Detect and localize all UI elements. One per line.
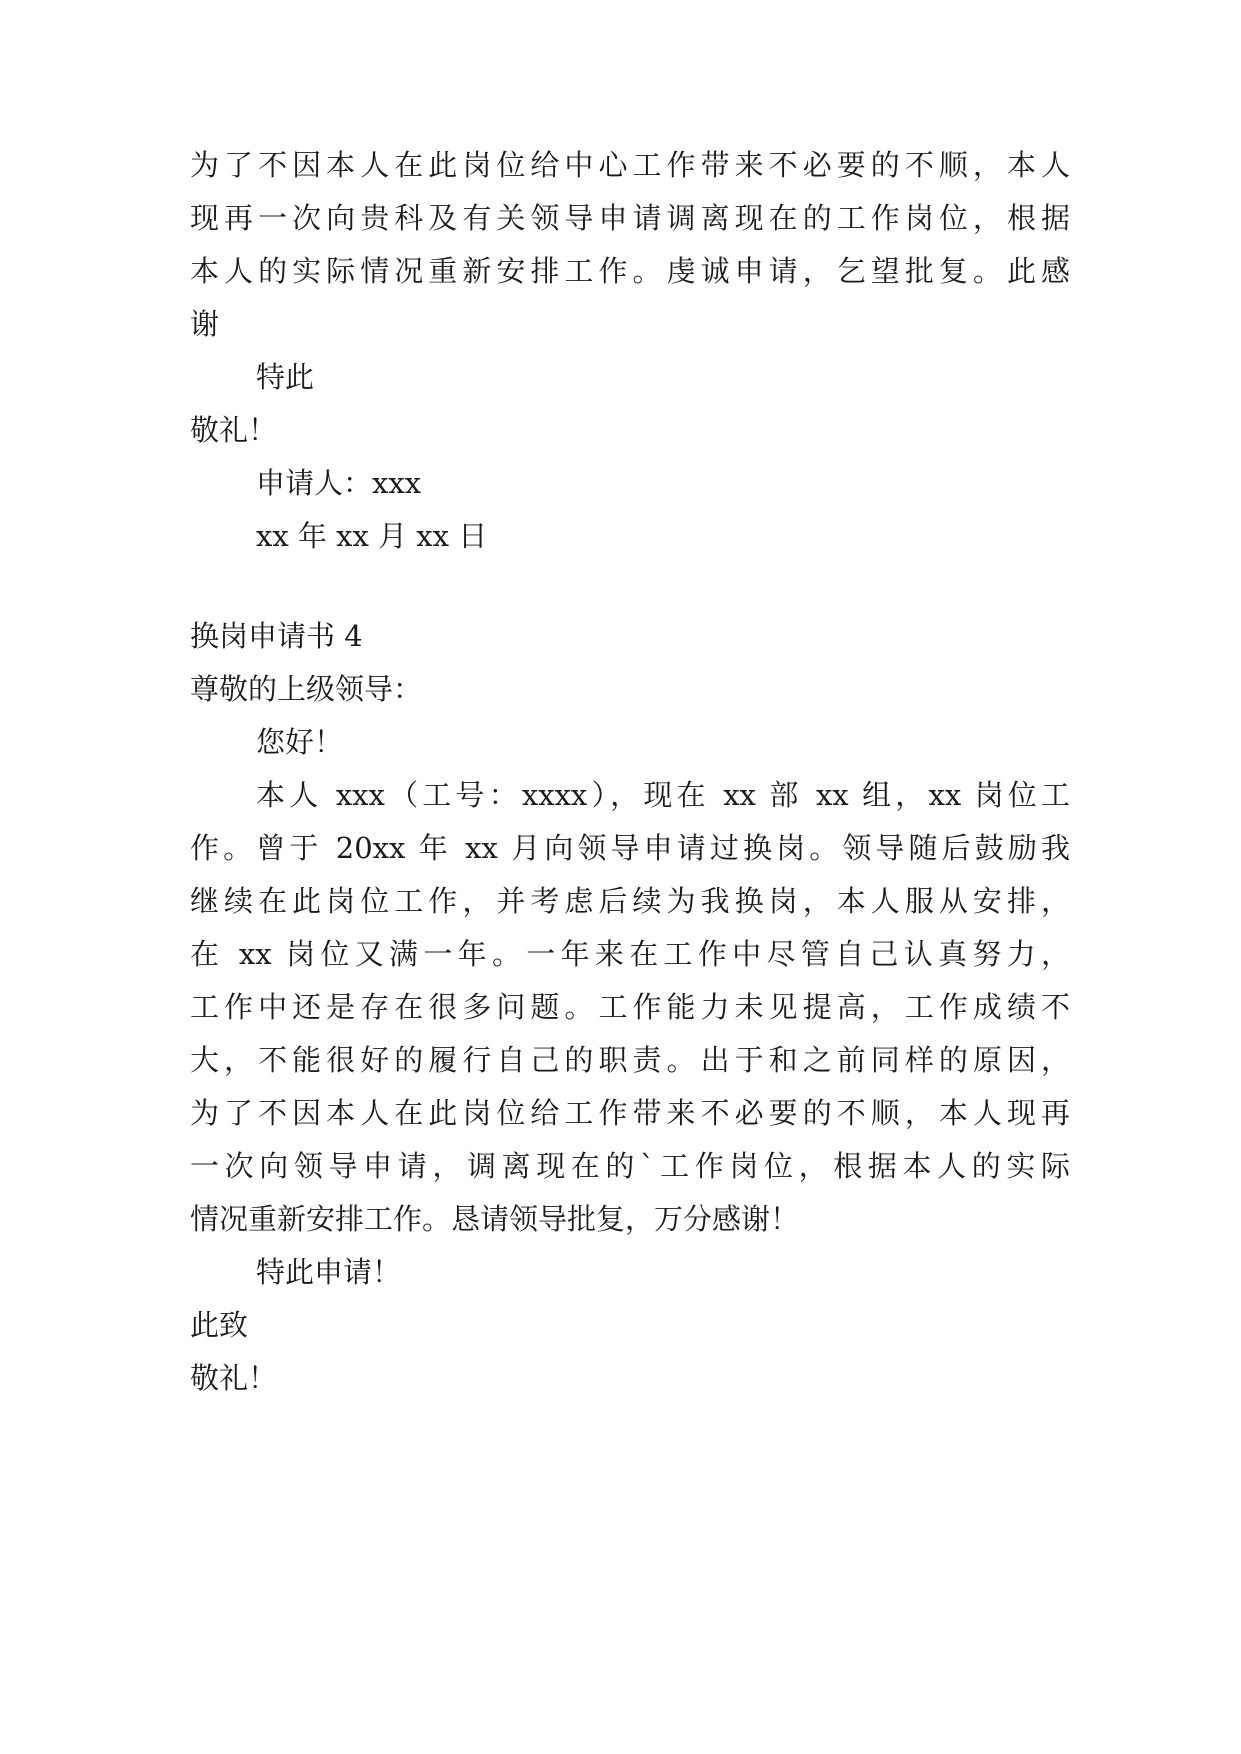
- paragraph-line: 谢: [190, 307, 220, 341]
- closing: 此致: [190, 1308, 249, 1342]
- applicant-signature: 申请人：xxx: [256, 466, 422, 500]
- body-line: 在 xx 岗位又满一年。一年来在工作中尽管自己认真努力，: [190, 937, 1070, 971]
- addressee: 尊敬的上级领导：: [190, 672, 423, 706]
- body-line: 本人 xxx（工号：xxxx），现在 xx 部 xx 组，xx 岗位工: [256, 778, 1070, 812]
- body-line: 一次向领导申请，调离现在的`工作岗位，根据本人的实际: [190, 1149, 1070, 1183]
- paragraph-line: 为了不因本人在此岗位给中心工作带来不必要的不顺，本人: [190, 148, 1070, 182]
- salutation: 敬礼！: [190, 413, 278, 447]
- special-request: 特此申请！: [256, 1255, 402, 1289]
- signature-date: xx 年 xx 月 xx 日: [256, 519, 488, 553]
- salutation: 敬礼！: [190, 1361, 278, 1395]
- body-line: 为了不因本人在此岗位给工作带来不必要的不顺，本人现再: [190, 1096, 1070, 1130]
- body-line: 作。曾于 20xx 年 xx 月向领导申请过换岗。领导随后鼓励我: [190, 831, 1070, 865]
- body-line: 情况重新安排工作。恳请领导批复，万分感谢！: [190, 1202, 800, 1236]
- greeting: 您好！: [256, 725, 344, 759]
- section-title: 换岗申请书 4: [190, 619, 363, 653]
- special-note: 特此: [256, 360, 315, 394]
- paragraph-line: 现再一次向贵科及有关领导申请调离现在的工作岗位，根据: [190, 201, 1070, 235]
- paragraph-line: 本人的实际情况重新安排工作。虔诚申请，乞望批复。此感: [190, 254, 1070, 288]
- body-line: 继续在此岗位工作，并考虑后续为我换岗，本人服从安排，: [190, 884, 1070, 918]
- body-line: 大，不能很好的履行自己的职责。出于和之前同样的原因，: [190, 1043, 1070, 1077]
- body-line: 工作中还是存在很多问题。工作能力未见提高，工作成绩不: [190, 990, 1070, 1024]
